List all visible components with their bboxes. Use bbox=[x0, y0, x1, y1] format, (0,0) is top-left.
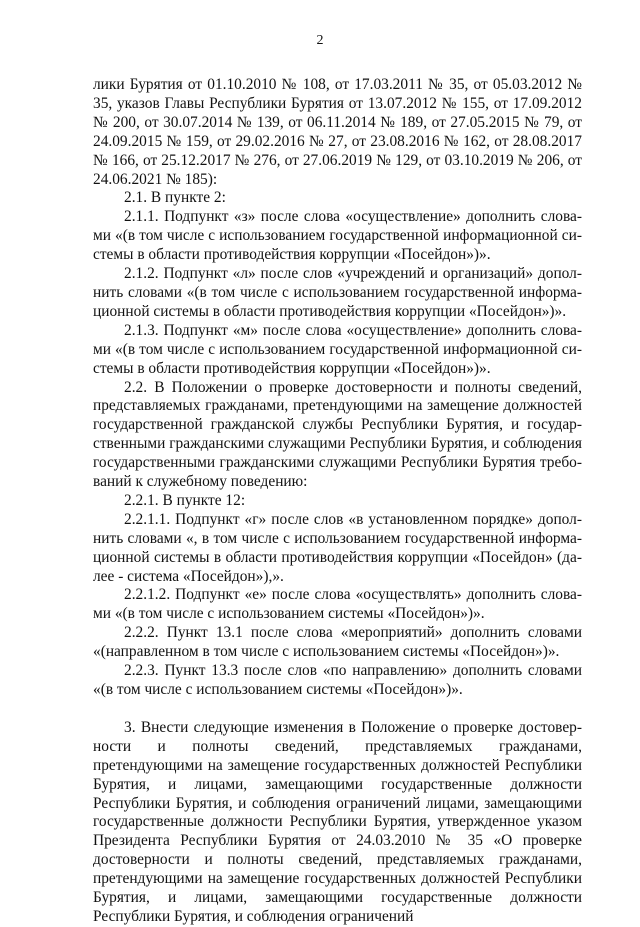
clause-2-1-3: 2.1.3. Подпункт «м» после слова «осуществление» дополнить словами «(в том числе с использованием государственной информационной системы в области противодействия коррупции «Посейдон»)». bbox=[93, 321, 582, 377]
clause-2-2-3: 2.2.3. Пункт 13.3 после слов «по направлению» дополнить словами «(в том числе с использованием системы «Посейдон»)». bbox=[93, 662, 582, 698]
clause-2-1-1: 2.1.1. Подпункт «з» после слова «осуществление» дополнить словами «(в том числе с использованием государственной информационной системы в области противодействия коррупции «Посейдон»)». bbox=[93, 208, 582, 264]
clause-2-2-1-2: 2.2.1.2. Подпункт «е» после слова «осуществлять» дополнить словами «(в том числе с использованием системы «Посейдон»)». bbox=[93, 586, 582, 623]
clause-2-1-2: 2.1.2. Подпункт «л» после слов «учреждений и организаций» дополнить словами «(в том числе с использованием государственной информационной системы в области противодействия коррупции «Посейдон»)». bbox=[93, 265, 582, 320]
page-number: 2 bbox=[316, 33, 324, 48]
clause-2-2-1-1: 2.2.1.1. Подпункт «г» после слов «в установленном порядке» дополнить словами «, в том числе с использованием государственной информационной системы в области противодействия коррупции «Посейдон» (далее - система «Посейдон»),». bbox=[93, 510, 582, 585]
document-body bbox=[93, 76, 582, 927]
clause-2-2-2: 2.2.2. Пункт 13.1 после слова «мероприятий» дополнить словами «(направленном в том числе с использованием системы «Посейдон»)». bbox=[93, 624, 582, 661]
continuation-paragraph: лики Бурятия от 01.10.2010 № 108, от 17.03.2011 № 35, от 05.03.2012 № 35, указов Главы Республики Бурятия от 13.07.2012 № 155, от 17.09.2012 № 200, от 30.07.2014 № 139, от 06.11.2014 № 189, от 27.05.2015 № 79, от 24.09.2015 № 159, от 29.02.2016 № 27, от 23.08.2016 № 162, от 28.08.2017 № 166, от 25.12.2017 № 276, от 27.06.2019 № 129, от 03.10.2019 № 206, от 24.06.2021 № 185): bbox=[93, 76, 582, 188]
clause-2-2-1: 2.2.1. В пункте 12: bbox=[124, 491, 246, 509]
clause-2-1: 2.1. В пункте 2: bbox=[124, 189, 226, 207]
clause-2-2: 2.2. В Положении о проверке достоверности и полноты сведений, представляемых гражданами, претендующими на замещение должностей государственной гражданской службы Республики Бурятия, и государственными гражданскими служащими Республики Бурятия, и соблюдения государственными гражданскими служащими Республики Бурятия требований к служебному поведению: bbox=[93, 378, 582, 491]
clause-3: 3. Внести следующие изменения в Положение о проверке достоверности и полноты сведений, представляемых гражданами, претендующими на замещение государственных должностей Республики Бурятия, и лицами, замещающими государственные должности Республики Бурятия, и соблюдения ограничений лицами, замещающими государственные должности Республики Бурятия, утвержденное указом Президента Республики Бурятия от 24.03.2010 № 35 «О проверке достоверности и полноты сведений, представляемых гражданами, претендующими на замещение государственных должностей Республики Бурятия, и лицами, замещающими государственные должности Республики Бурятия, и соблюдения ограничений bbox=[93, 718, 582, 925]
paragraph-spacer bbox=[93, 700, 582, 719]
